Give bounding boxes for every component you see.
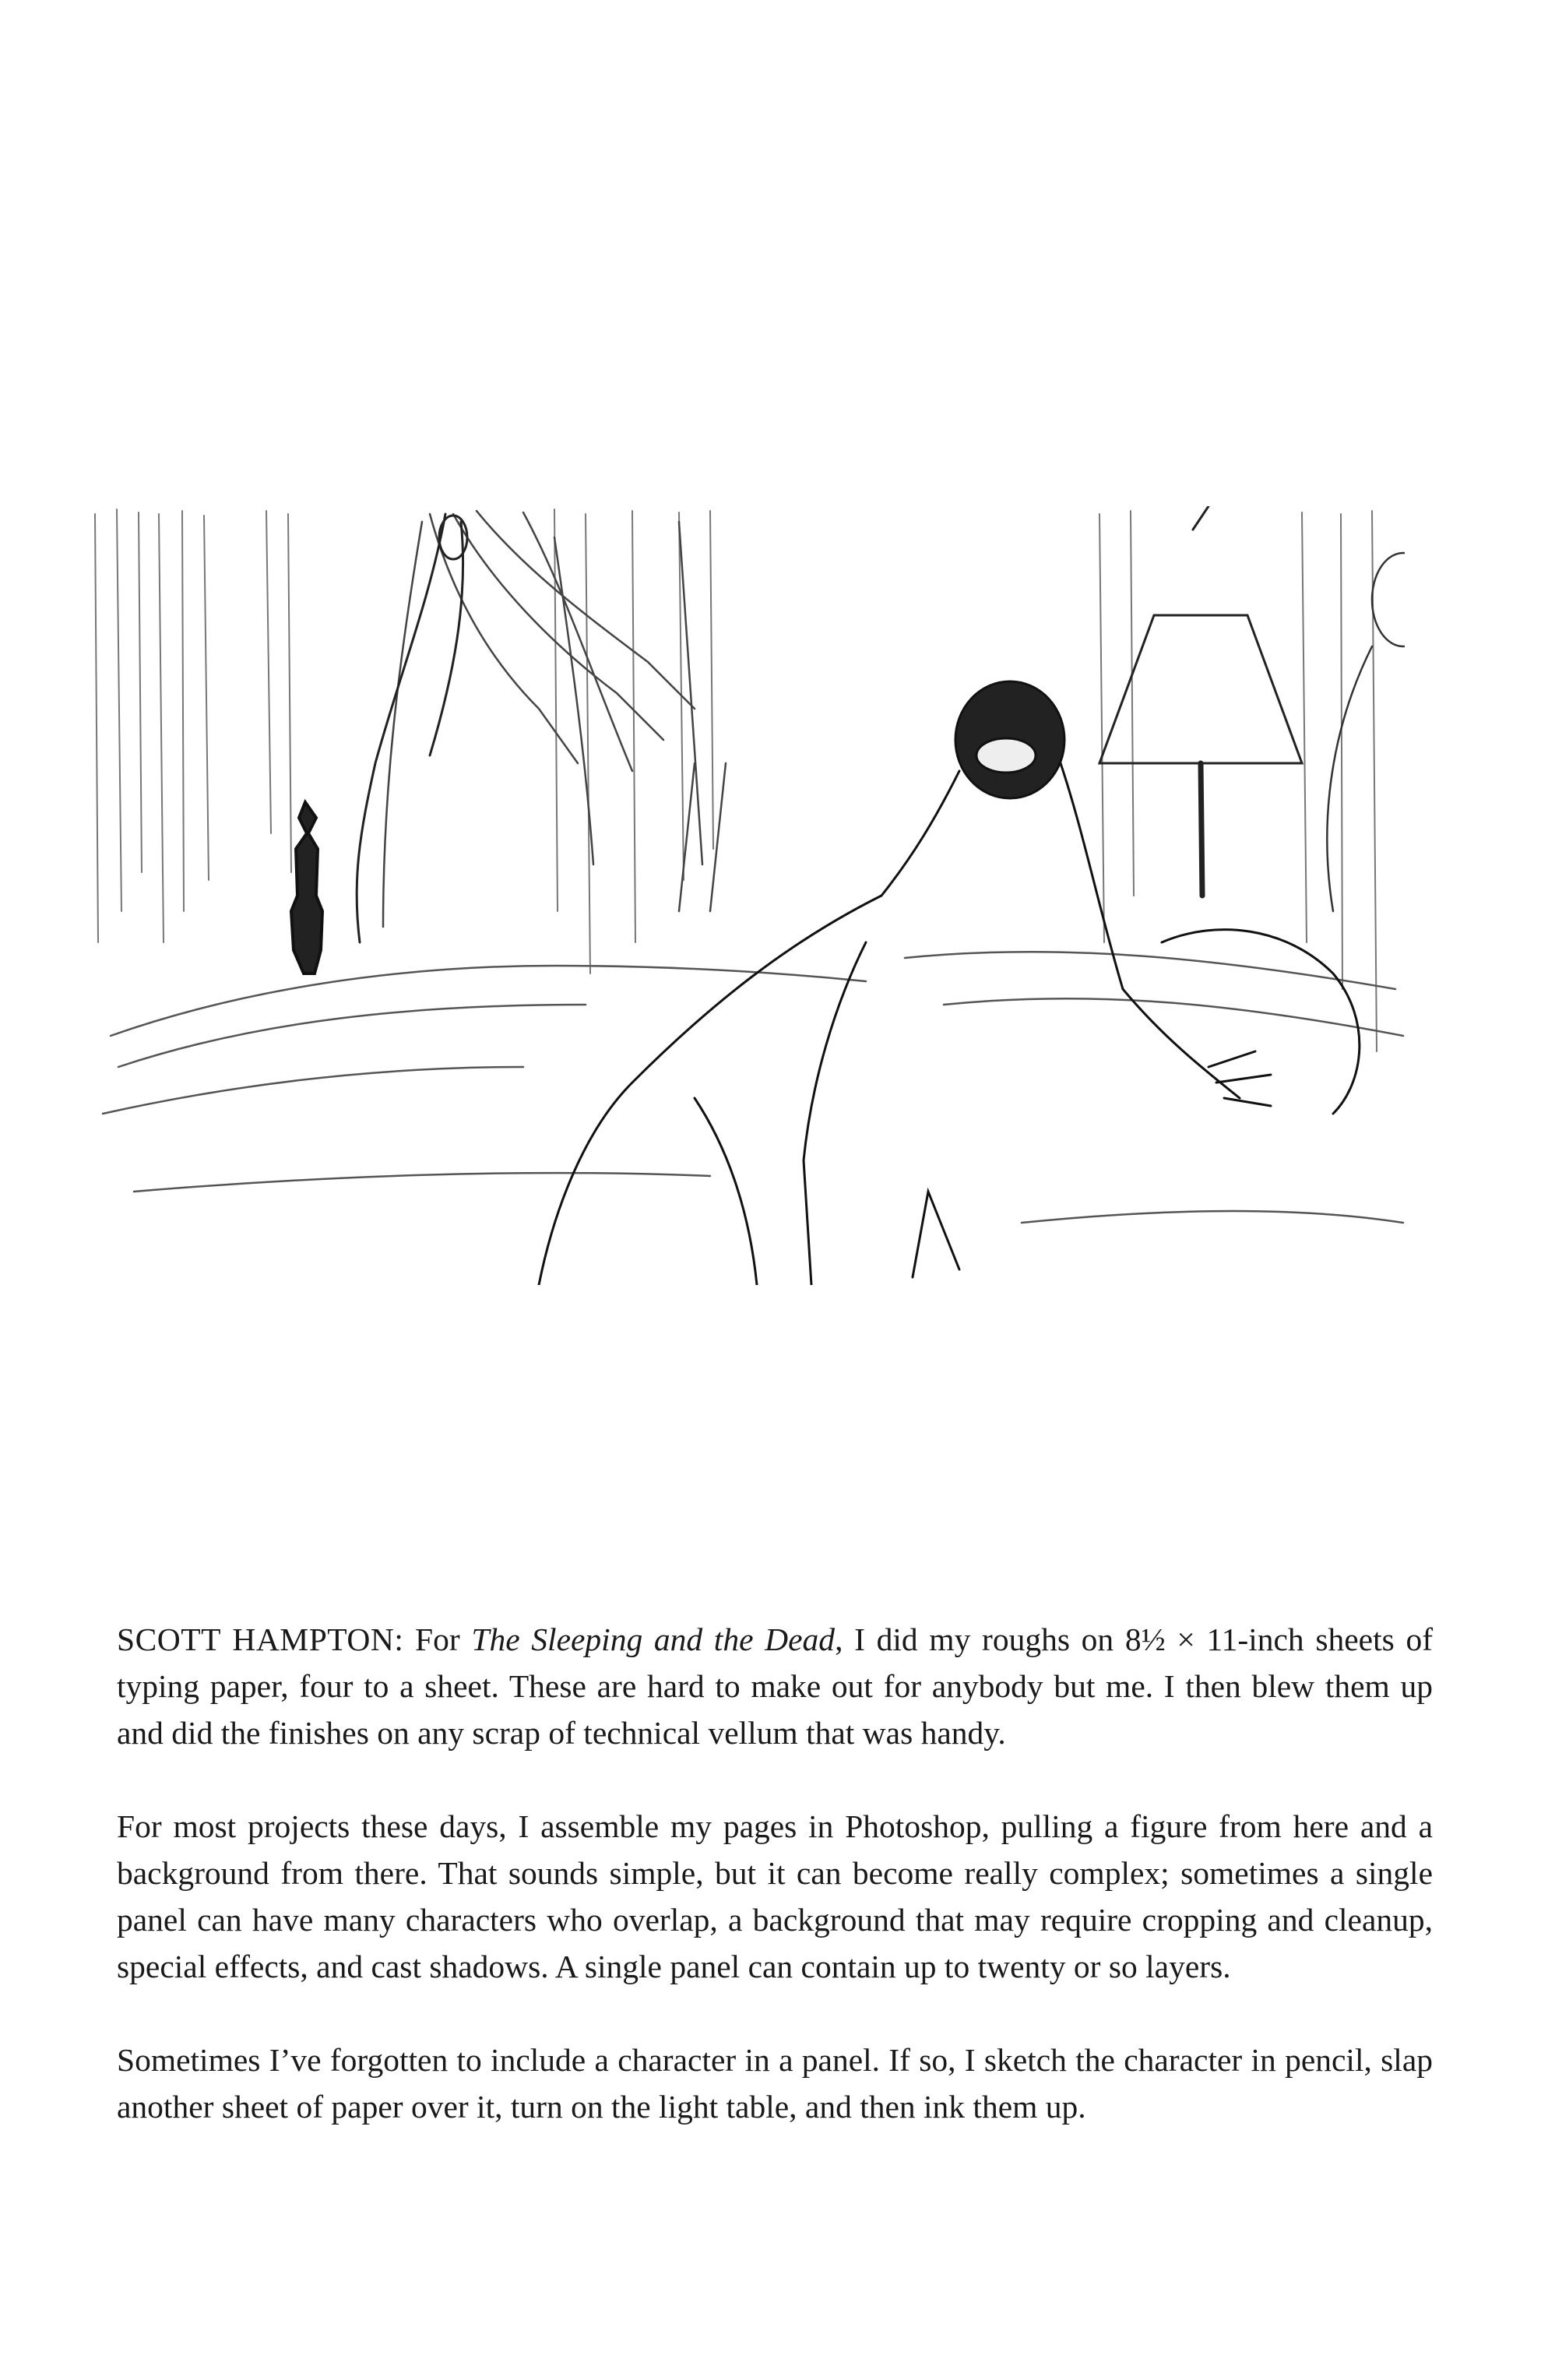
right-edge-figure: [1327, 553, 1405, 911]
tree-trunk: [357, 514, 467, 942]
book-title: The Sleeping and the Dead: [471, 1621, 836, 1657]
table-lamp: [1099, 506, 1302, 896]
speaker-name: SCOTT HAMPTON:: [117, 1621, 404, 1657]
paragraph-3: Sometimes I’ve forgotten to include a character in a panel. If so, I sketch the character in pencil, slap another sheet of paper over it, turn on the light table, and then ink them up.: [117, 2042, 1433, 2125]
kneeling-figure: [539, 681, 1360, 1285]
paragraph-1-rest: , I did my roughs on 8½ × 11-inch sheets of typing paper, four to a sheet. These are hard to make out for anybody but me. I then blew them up and did the finishes on any scrap of technical vellum that was handy.: [117, 1621, 1434, 1751]
commentary-text: [117, 1616, 1433, 2130]
paragraph-1: [117, 1616, 1433, 1756]
paragraph-2: For most projects these days, I assemble my pages in Photoshop, pulling a figure from here and a background from there. That sounds simple, but it can become really complex; sometimes a single panel can have many characters who overlap, a background that may require cropping and cleanup, special effects, and cast shadows. A single panel can contain up to twenty or so layers.: [117, 1808, 1433, 1984]
pencil-sketch-illustration: [87, 506, 1405, 1285]
sketch-drawing: [87, 506, 1405, 1285]
bed-covers: [103, 952, 1403, 1223]
paragraph-1-lead: For: [415, 1621, 460, 1657]
bedpost-finial: [291, 802, 322, 973]
